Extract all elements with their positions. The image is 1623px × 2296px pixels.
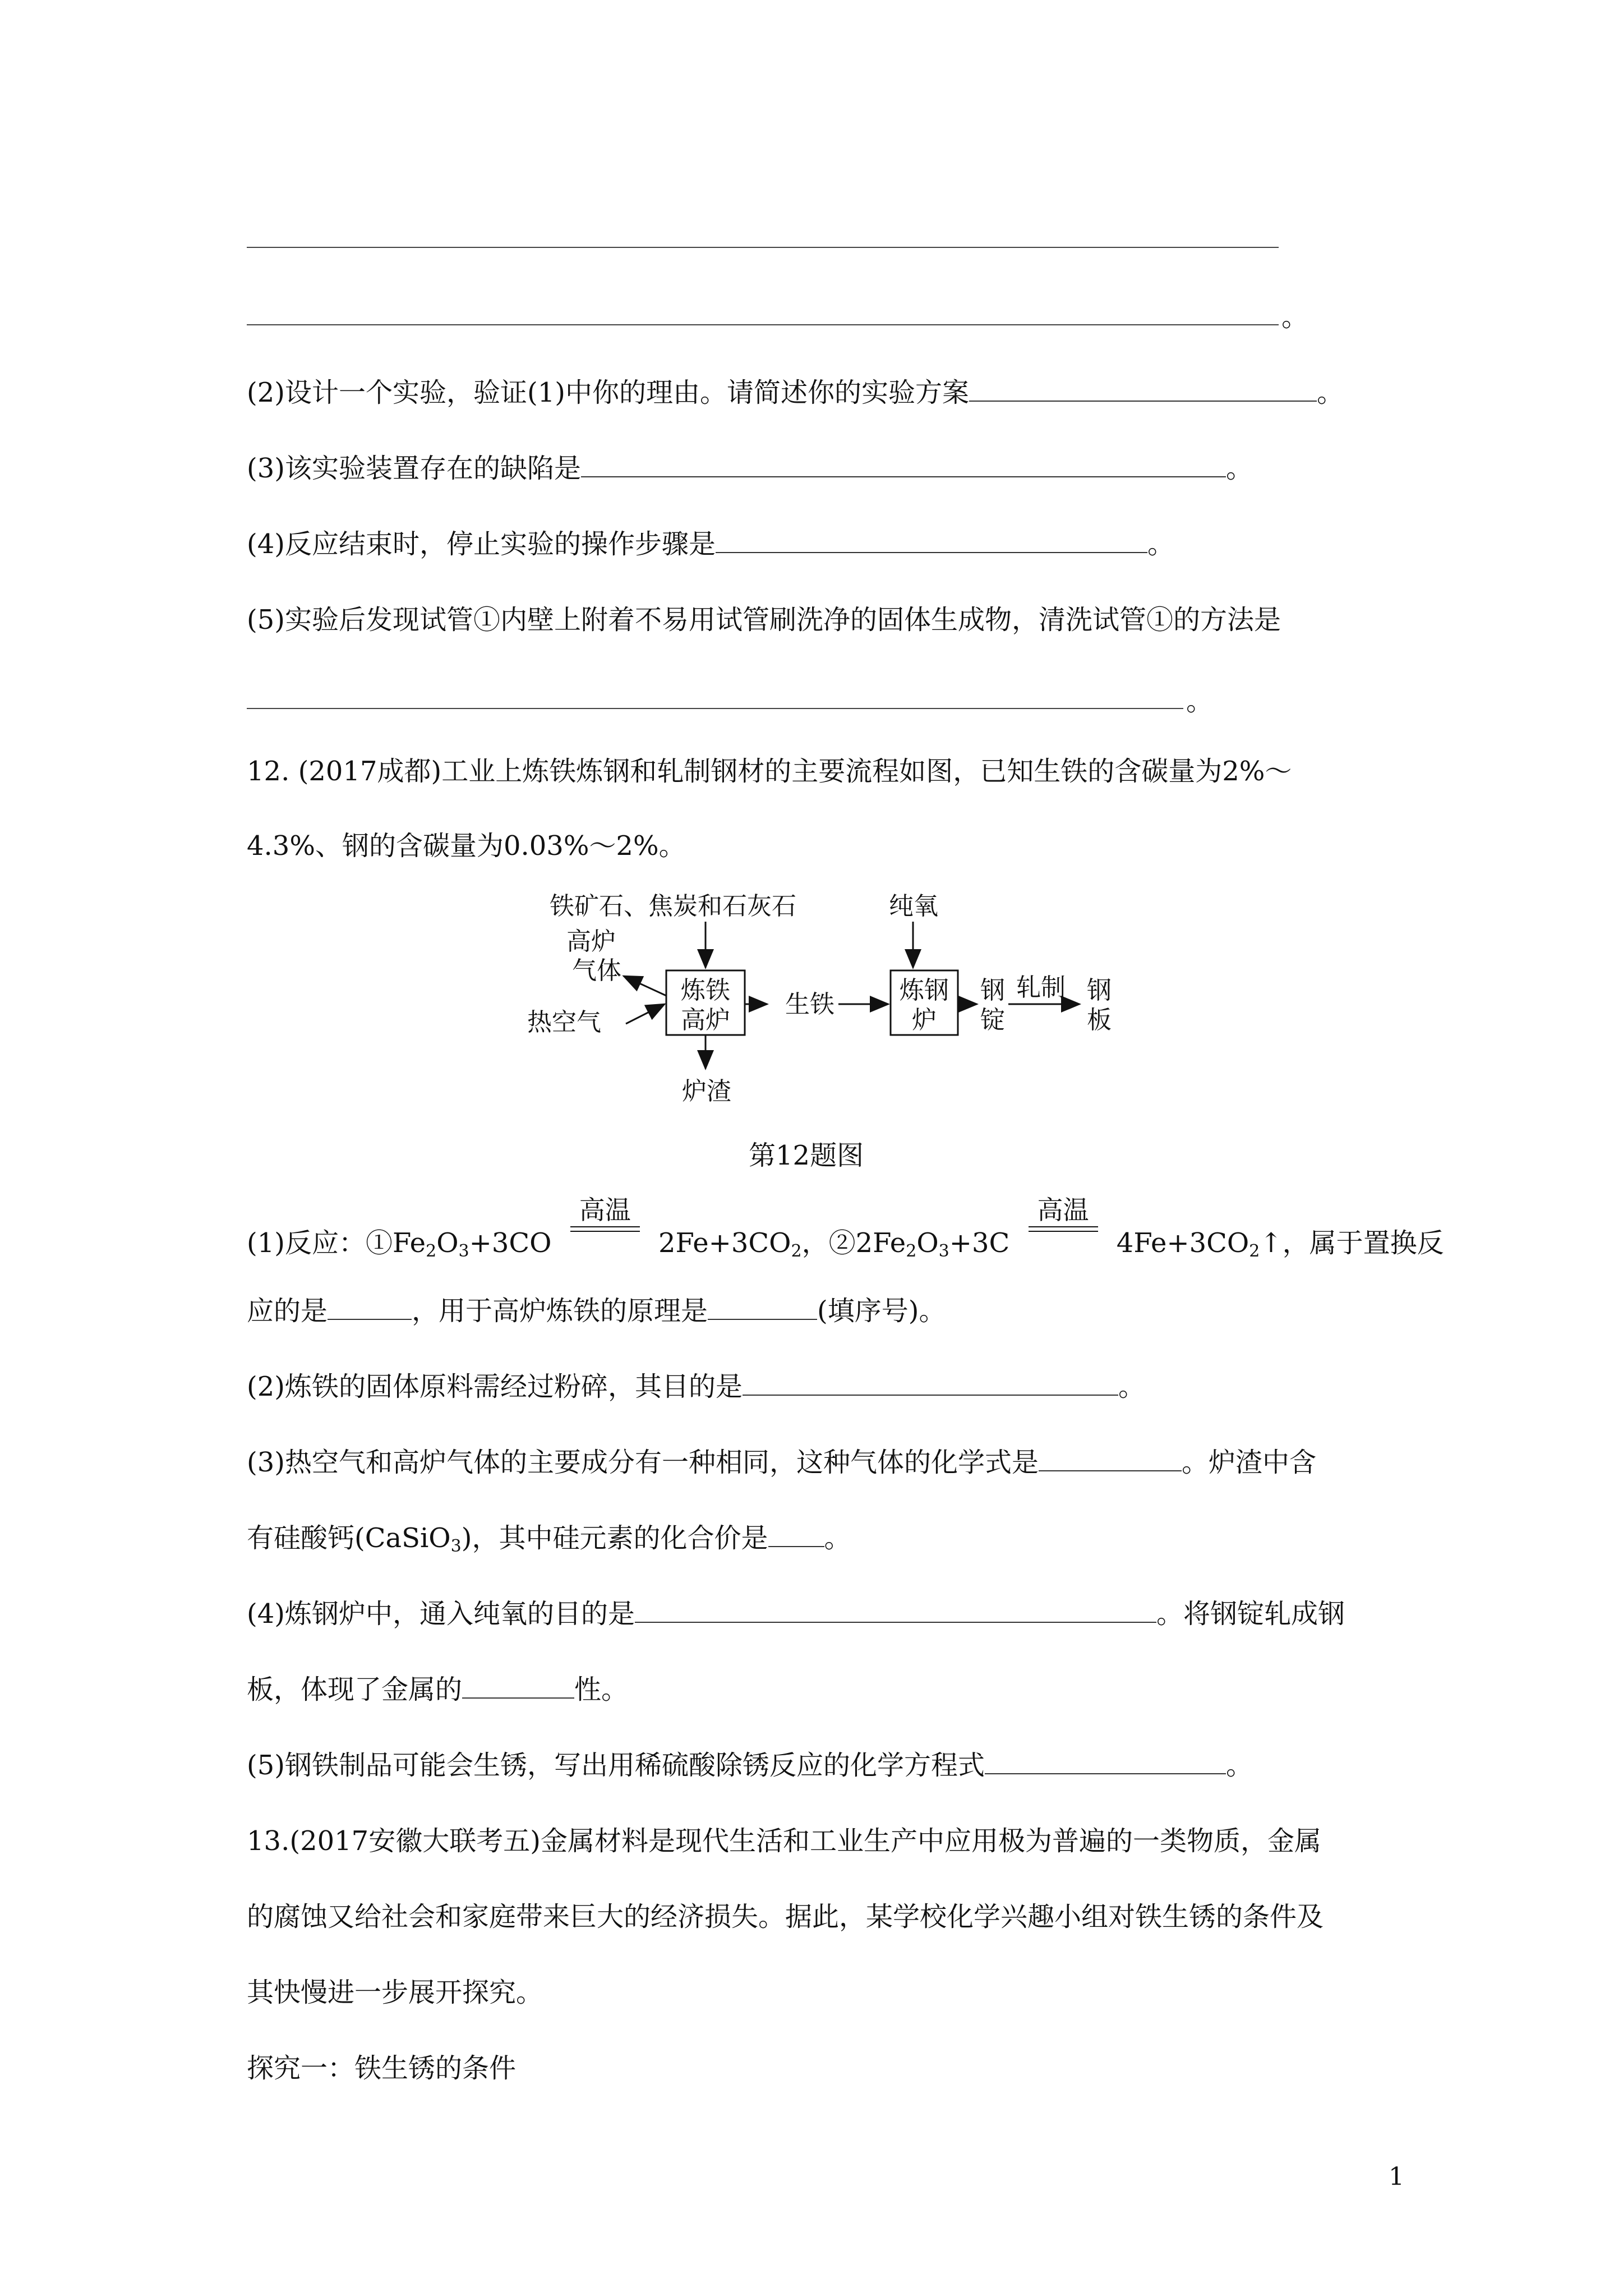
blast-furnace-label: 高炉 <box>681 1006 730 1034</box>
q12-part4: (4)炼钢炉中，通入纯氧的目的是 。将钢锭轧成钢 <box>247 1598 1345 1630</box>
q12-part3-cont: 有硅酸钙(CaSiO$_3$)，其中硅元素的化合价是 。 <box>247 1522 851 1556</box>
answer-blank[interactable] <box>328 1294 412 1320</box>
answer-blank[interactable] <box>708 1294 817 1320</box>
q12-part5: (5)钢铁制品可能会生锈，写出用稀硫酸除锈反应的化学方程式 。 <box>247 1750 1253 1781</box>
raw-materials-label: 铁矿石、焦炭和石灰石 <box>550 892 796 921</box>
q12-part3: (3)热空气和高炉气体的主要成分有一种相同，这种气体的化学式是 。炉渣中含 <box>247 1447 1317 1478</box>
q11-part2: (2)设计一个实验，验证(1)中你的理由。请简述你的实验方案 。 <box>247 377 1344 408</box>
answer-line[interactable] <box>247 247 1279 248</box>
answer-blank[interactable] <box>985 1749 1226 1774</box>
q13-line1: 13.(2017安徽大联考五)金属材料是现代生活和工业生产中应用极为普遍的一类物质，金属 <box>247 1825 1321 1857</box>
answer-blank[interactable] <box>462 1673 574 1699</box>
high-temperature-condition: 高温 <box>1024 1218 1103 1252</box>
q13-line2: 的腐蚀又给社会和家庭带来巨大的经济损失。据此，某学校化学兴趣小组对铁生锈的条件及 <box>247 1901 1324 1932</box>
answer-blank[interactable] <box>716 527 1147 553</box>
furnace-gas-label: 气体 <box>572 956 621 985</box>
q11-part5: (5)实验后发现试管①内壁上附着不易用试管刷洗净的固体生成物，清洗试管①的方法是 <box>247 604 1281 636</box>
blast-furnace-label: 炼铁 <box>681 976 730 1005</box>
q11-part4: (4)反应结束时，停止实验的操作步骤是 。 <box>247 528 1175 560</box>
page-number: 1 <box>1389 2162 1404 2191</box>
q12-part4-cont: 板，体现了金属的 性。 <box>247 1674 629 1705</box>
figure-caption: 第12题图 <box>749 1140 864 1171</box>
q12-intro-line2: 4.3%、钢的含碳量为0.03%～2%。 <box>247 830 686 862</box>
answer-blank[interactable] <box>969 376 1317 402</box>
answer-blank[interactable] <box>1039 1446 1182 1471</box>
q12-intro-line1: 12. (2017成都)工业上炼铁炼钢和轧制钢材的主要流程如图，已知生铁的含碳量为2%～ <box>247 756 1292 787</box>
hot-air-label: 热空气 <box>527 1008 601 1037</box>
answer-blank[interactable] <box>768 1521 824 1547</box>
q12-part2: (2)炼铁的固体原料需经过粉碎，其目的是 。 <box>247 1371 1146 1402</box>
answer-blank[interactable] <box>635 1597 1156 1623</box>
q12-part1: (1)反应：$①Fe_2O_3+3CO$ 高温 $2Fe+3CO_2$，$②2Fe_2O_3+3C$ 高温 $4Fe+3CO_2↑$，属于置换反 <box>247 1195 1444 1261</box>
period: 。 <box>1281 301 1309 333</box>
steel-plate-label: 板 <box>1087 1006 1112 1034</box>
steel-furnace-label: 炼钢 <box>900 976 949 1005</box>
q13-line4: 探究一：铁生锈的条件 <box>247 2053 517 2084</box>
rolling-label: 轧制 <box>1016 973 1066 1002</box>
answer-line[interactable] <box>247 708 1183 709</box>
high-temperature-condition: 高温 <box>566 1218 644 1252</box>
q13-line3: 其快慢进一步展开探究。 <box>247 1977 543 2008</box>
pig-iron-label: 生铁 <box>785 990 834 1019</box>
answer-blank[interactable] <box>581 452 1226 477</box>
steel-plate-label: 钢 <box>1087 976 1112 1005</box>
steel-ingot-label: 钢 <box>980 976 1005 1005</box>
furnace-gas-label: 高炉 <box>566 927 616 956</box>
pure-oxygen-label: 纯氧 <box>889 892 938 921</box>
q12-part1-cont: 应的是 ，用于高炉炼铁的原理是 (填序号)。 <box>247 1295 946 1327</box>
answer-line[interactable] <box>247 324 1279 325</box>
q11-part3: (3)该实验装置存在的缺陷是 。 <box>247 453 1253 484</box>
steel-ingot-label: 锭 <box>980 1006 1005 1034</box>
steel-furnace-label: 炉 <box>912 1006 937 1034</box>
period: 。 <box>1186 685 1214 717</box>
process-flow-diagram <box>516 884 1150 1119</box>
slag-label: 炉渣 <box>682 1077 731 1106</box>
answer-blank[interactable] <box>743 1370 1118 1396</box>
